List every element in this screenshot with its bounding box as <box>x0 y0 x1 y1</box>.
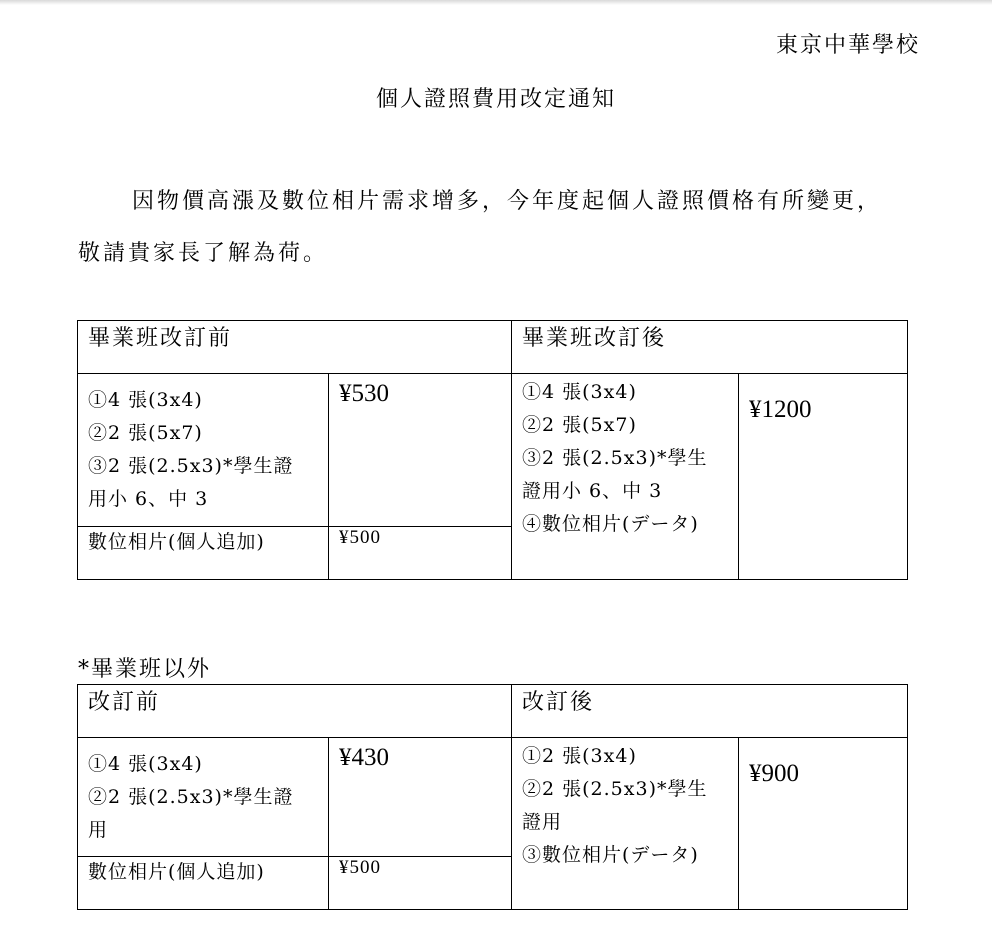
after-items-cell <box>512 738 739 910</box>
paragraph-line-2: 敬請貴家長了解為荷。 <box>78 241 329 266</box>
after-price: ¥900 <box>739 738 908 910</box>
before-items-cell <box>78 738 329 857</box>
after-price: ¥1200 <box>739 374 908 580</box>
before-price: ¥530 <box>329 374 512 527</box>
graduating-class-fee-table <box>77 320 908 580</box>
addon-price: ¥500 <box>329 857 512 910</box>
after-item: ②2 張(5x7) <box>522 414 637 436</box>
before-items-cell <box>78 374 329 527</box>
before-item: ①4 張(3x4) <box>88 752 203 775</box>
after-revision-header: 畢業班改訂後 <box>512 321 908 374</box>
after-item: ①4 張(3x4) <box>522 381 637 403</box>
addon-label: 數位相片(個人追加) <box>78 527 329 580</box>
after-item: ③數位相片(データ) <box>522 844 699 866</box>
before-revision-header: 畢業班改訂前 <box>78 321 512 374</box>
after-item: ①2 張(3x4) <box>522 745 637 767</box>
after-item: 證用小 6、中 3 <box>522 480 663 502</box>
notice-title: 個人證照費用改定通知 <box>375 87 616 112</box>
top-shadow <box>0 0 992 5</box>
before-item: 用小 6、中 3 <box>88 488 209 510</box>
non-graduating-note: *畢業班以外 <box>78 657 212 682</box>
after-item: ②2 張(2.5x3)*學生 <box>522 778 708 800</box>
after-item: 證用 <box>522 811 563 833</box>
before-item: ③2 張(2.5x3)*學生證 <box>88 455 294 477</box>
after-item: ④數位相片(データ) <box>522 513 699 535</box>
after-items-cell <box>512 374 739 580</box>
before-item: ①4 張(3x4) <box>88 389 203 411</box>
before-price: ¥430 <box>329 738 512 857</box>
after-item: ③2 張(2.5x3)*學生 <box>522 447 708 469</box>
addon-price: ¥500 <box>329 527 512 580</box>
school-name: 東京中華學校 <box>775 33 920 58</box>
before-revision-header: 改訂前 <box>78 685 512 738</box>
addon-label: 數位相片(個人追加) <box>78 857 329 910</box>
paragraph-line-1: 因物價高漲及數位相片需求增多，今年度起個人證照價格有所變更， <box>132 189 883 214</box>
before-item: ②2 張(2.5x3)*學生證 <box>88 785 294 808</box>
before-item: ②2 張(5x7) <box>88 422 203 444</box>
after-revision-header: 改訂後 <box>512 685 908 738</box>
non-graduating-fee-table <box>77 684 908 910</box>
before-item: 用 <box>88 818 109 841</box>
